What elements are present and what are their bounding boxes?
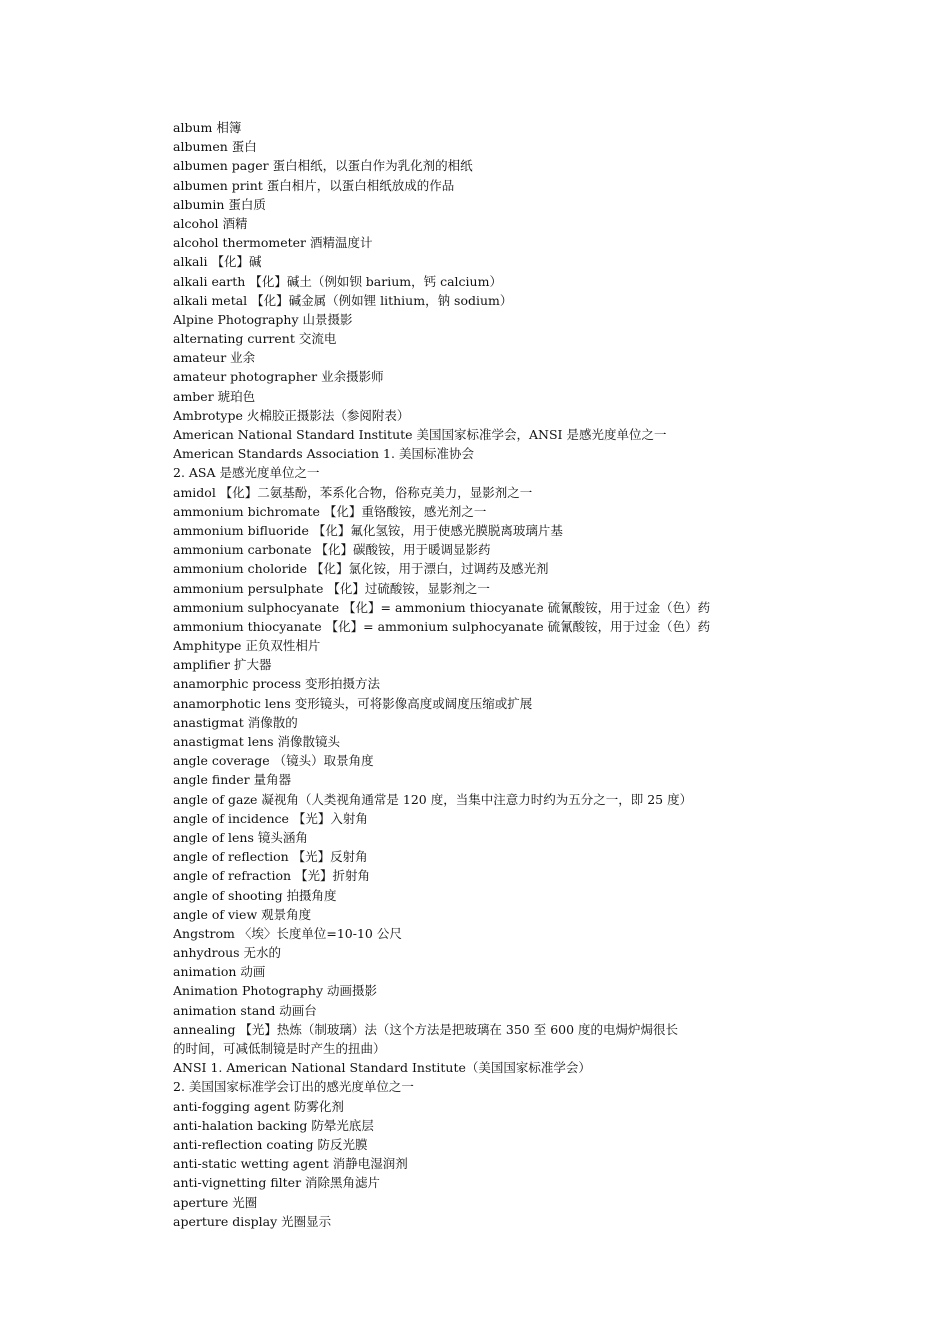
glossary-line: albumen print 蛋白相片，以蛋白相纸放成的作品: [173, 177, 455, 193]
glossary-line: anamorphotic lens 变形镜头，可将影像高度或阔度压缩或扩展: [173, 695, 533, 711]
glossary-line: amateur 业余: [173, 350, 256, 366]
glossary-line: amplifier 扩大器: [173, 657, 272, 673]
glossary-line: albumen pager 蛋白相纸，以蛋白作为乳化剂的相纸: [173, 158, 473, 174]
glossary-line: aperture display 光圈显示: [173, 1213, 332, 1229]
glossary-line: Angstrom 〈埃〉长度单位=10-10 公尺: [173, 925, 402, 941]
glossary-line: alternating current 交流电: [173, 331, 337, 347]
glossary-line: ammonium bichromate 【化】重铬酸铵，感光剂之一: [173, 503, 487, 519]
glossary-line: angle of lens 镜头涵角: [173, 829, 308, 845]
glossary-line: anti-fogging agent 防雾化剂: [173, 1098, 344, 1114]
glossary-line: ANSI 1. American National Standard Institute（美国国家标准学会）: [173, 1060, 591, 1076]
glossary-line: angle coverage （镜头）取景角度: [173, 753, 374, 769]
glossary-line: 2. 美国国家标准学会订出的感光度单位之一: [173, 1079, 414, 1095]
glossary-line: animation stand 动画台: [173, 1002, 317, 1018]
glossary-line: albumin 蛋白质: [173, 196, 266, 212]
glossary-line: anamorphic process 变形拍摄方法: [173, 676, 381, 692]
glossary-line: ammonium persulphate 【化】过硫酸铵，显影剂之一: [173, 580, 490, 596]
glossary-line: ammonium choloride 【化】氯化铵，用于漂白，过调药及感光剂: [173, 561, 549, 577]
glossary-line: ammonium thiocyanate 【化】= ammonium sulphocyanate 硫氰酸铵，用于过金（色）药: [173, 618, 711, 634]
glossary-line: angle of shooting 拍摄角度: [173, 887, 337, 903]
glossary-line: 的时间，可减低制镜是时产生的扭曲）: [173, 1041, 386, 1056]
glossary-line: amber 琥珀色: [173, 388, 256, 404]
glossary-line: ammonium carbonate 【化】碳酸铵，用于暖调显影药: [173, 542, 491, 558]
glossary-line: amidol 【化】二氨基酚，苯系化合物，俗称克美力，显影剂之一: [173, 484, 533, 500]
glossary-line: ammonium bifluoride 【化】氟化氢铵，用于使感光膜脱离玻璃片基: [173, 522, 563, 538]
glossary-line: angle of view 观景角度: [173, 906, 312, 922]
glossary-line: Alpine Photography 山景摄影: [173, 311, 353, 327]
glossary-line: anastigmat 消像散的: [173, 714, 298, 730]
glossary-line: ammonium sulphocyanate 【化】= ammonium thiocyanate 硫氰酸铵，用于过金（色）药: [173, 599, 711, 615]
glossary-line: anti-static wetting agent 消静电湿润剂: [173, 1156, 408, 1172]
glossary-line: angle of refraction 【光】折射角: [173, 868, 370, 884]
glossary-line: anti-halation backing 防晕光底层: [173, 1117, 374, 1133]
glossary-line: anastigmat lens 消像散镜头: [173, 734, 341, 749]
glossary-line: alkali 【化】碱: [173, 254, 262, 270]
glossary-line: angle of gaze 凝视角（人类视角通常是 120 度，当集中注意力时约为五分之一，即 25 度）: [173, 791, 693, 807]
glossary-line: Ambrotype 火棉胶正摄影法（参阅附表）: [173, 407, 410, 423]
glossary-line: American Standards Association 1. 美国标准协会: [173, 446, 474, 462]
glossary-line: anti-vignetting filter 消除黑角滤片: [173, 1175, 381, 1191]
glossary-line: alkali earth 【化】碱土（例如钡 barium，钙 calcium）: [173, 273, 502, 289]
glossary-line: angle finder 量角器: [173, 772, 292, 788]
glossary-line: Animation Photography 动画摄影: [173, 983, 378, 999]
glossary-line: albumen 蛋白: [173, 139, 257, 155]
glossary-line: alcohol thermometer 酒精温度计: [173, 235, 373, 251]
glossary-line: alcohol 酒精: [173, 215, 248, 231]
glossary-line: aperture 光圈: [173, 1194, 258, 1210]
glossary-line: American National Standard Institute 美国国家标准学会，ANSI 是感光度单位之一: [173, 427, 667, 442]
glossary-line: annealing 【光】热炼（制玻璃）法（这个方法是把玻璃在 350 至 600 度的电焗炉焗很长: [173, 1021, 679, 1037]
glossary-line: amateur photographer 业余摄影师: [173, 369, 384, 385]
glossary-list: [173, 118, 753, 1231]
glossary-line: angle of incidence 【光】入射角: [173, 810, 368, 826]
glossary-line: anhydrous 无水的: [173, 945, 282, 961]
glossary-line: 2. ASA 是感光度单位之一: [173, 465, 320, 481]
glossary-line: Amphitype 正负双性相片: [173, 638, 321, 654]
glossary-line: alkali metal 【化】碱金属（例如锂 lithium，钠 sodium）: [173, 292, 513, 308]
glossary-line: anti-reflection coating 防反光膜: [173, 1136, 368, 1152]
glossary-line: angle of reflection 【光】反射角: [173, 849, 368, 865]
glossary-line: animation 动画: [173, 964, 266, 980]
glossary-line: album 相簿: [173, 120, 242, 135]
